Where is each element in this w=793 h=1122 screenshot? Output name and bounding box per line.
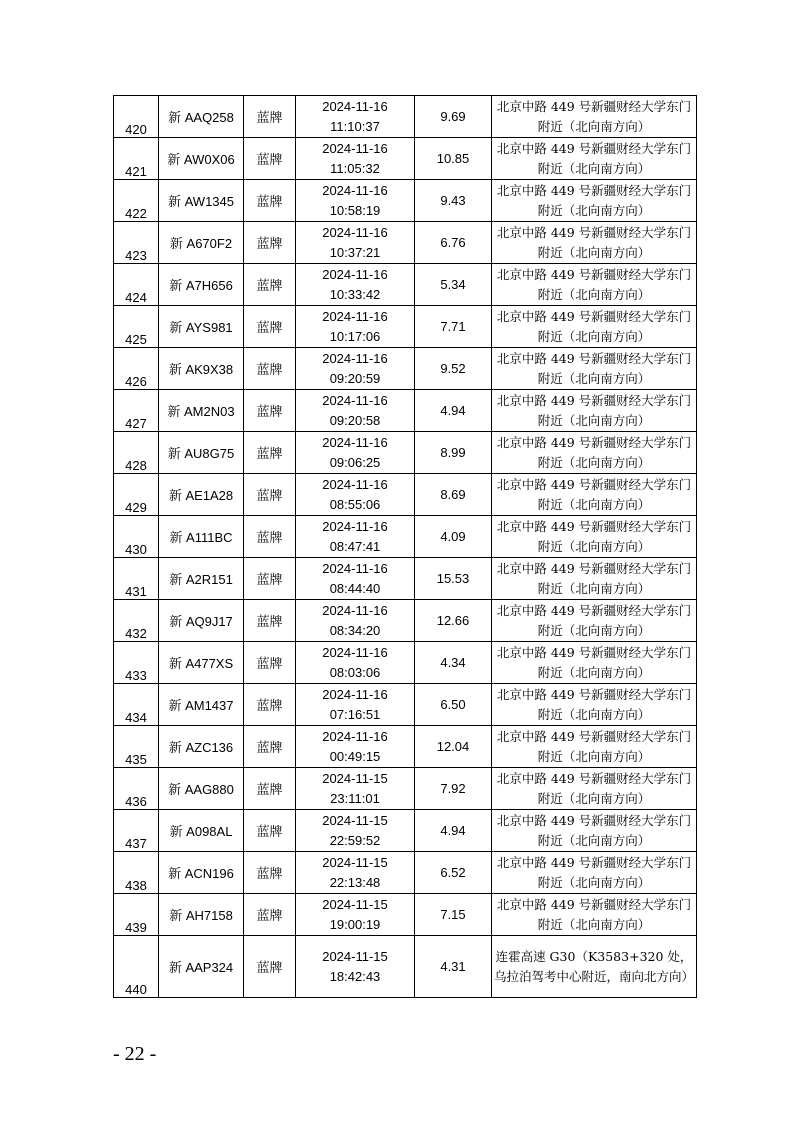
measured-value: 12.04 [415, 726, 492, 768]
table-row [114, 474, 697, 516]
capture-datetime [296, 390, 415, 432]
capture-datetime [296, 138, 415, 180]
capture-date: 2024-11-15 [322, 854, 388, 870]
location: 北京中路 449 号新疆财经大学东门附近（北向南方向） [492, 726, 697, 768]
row-index: 422 [114, 180, 159, 222]
records-table [113, 95, 697, 998]
measured-value: 15.53 [415, 558, 492, 600]
table-row [114, 726, 697, 768]
location: 北京中路 449 号新疆财经大学东门附近（北向南方向） [492, 96, 697, 138]
capture-date: 2024-11-16 [322, 476, 388, 492]
capture-datetime [296, 684, 415, 726]
plate-type: 蓝牌 [244, 180, 296, 222]
measured-value: 6.76 [415, 222, 492, 264]
capture-datetime [296, 642, 415, 684]
row-index: 433 [114, 642, 159, 684]
plate-type: 蓝牌 [244, 726, 296, 768]
capture-datetime [296, 894, 415, 936]
table-row [114, 138, 697, 180]
capture-time: 08:47:41 [329, 538, 381, 554]
location: 北京中路 449 号新疆财经大学东门附近（北向南方向） [492, 642, 697, 684]
measured-value: 6.50 [415, 684, 492, 726]
capture-time: 09:20:58 [329, 412, 381, 428]
table-row [114, 390, 697, 432]
capture-time: 08:34:20 [329, 622, 381, 638]
capture-datetime [296, 852, 415, 894]
capture-time: 08:44:40 [329, 580, 381, 596]
measured-value: 12.66 [415, 600, 492, 642]
row-index: 431 [114, 558, 159, 600]
capture-datetime [296, 516, 415, 558]
plate-number: 新 AW1345 [159, 180, 244, 222]
table-row [114, 768, 697, 810]
capture-time: 07:16:51 [329, 706, 381, 722]
row-index: 437 [114, 810, 159, 852]
capture-time: 08:55:06 [329, 496, 381, 512]
table-row [114, 180, 697, 222]
table-row [114, 516, 697, 558]
plate-number: 新 AAQ258 [159, 96, 244, 138]
plate-number: 新 AU8G75 [159, 432, 244, 474]
plate-type: 蓝牌 [244, 138, 296, 180]
capture-time: 19:00:19 [329, 916, 381, 932]
plate-number: 新 AK9X38 [159, 348, 244, 390]
capture-time: 23:11:01 [330, 790, 380, 806]
row-index: 432 [114, 600, 159, 642]
capture-datetime [296, 936, 415, 998]
row-index: 427 [114, 390, 159, 432]
table-row [114, 936, 697, 998]
measured-value: 5.34 [415, 264, 492, 306]
measured-value: 8.69 [415, 474, 492, 516]
table-row [114, 264, 697, 306]
row-index: 421 [114, 138, 159, 180]
plate-type: 蓝牌 [244, 768, 296, 810]
capture-date: 2024-11-16 [322, 434, 388, 450]
table-row [114, 348, 697, 390]
plate-number: 新 AYS981 [159, 306, 244, 348]
capture-time: 18:42:43 [329, 968, 381, 984]
capture-datetime [296, 96, 415, 138]
capture-date: 2024-11-16 [322, 224, 388, 240]
plate-type: 蓝牌 [244, 474, 296, 516]
capture-date: 2024-11-16 [322, 350, 388, 366]
plate-number: 新 AE1A28 [159, 474, 244, 516]
location: 北京中路 449 号新疆财经大学东门附近（北向南方向） [492, 852, 697, 894]
location: 北京中路 449 号新疆财经大学东门附近（北向南方向） [492, 894, 697, 936]
measured-value: 7.71 [415, 306, 492, 348]
capture-date: 2024-11-16 [322, 728, 388, 744]
plate-number: 新 AM2N03 [159, 390, 244, 432]
row-index: 430 [114, 516, 159, 558]
measured-value: 9.69 [415, 96, 492, 138]
capture-date: 2024-11-15 [322, 948, 388, 964]
plate-number: 新 A477XS [159, 642, 244, 684]
capture-date: 2024-11-16 [322, 392, 388, 408]
measured-value: 4.34 [415, 642, 492, 684]
row-index: 423 [114, 222, 159, 264]
measured-value: 4.94 [415, 390, 492, 432]
row-index: 438 [114, 852, 159, 894]
table-row [114, 96, 697, 138]
location: 北京中路 449 号新疆财经大学东门附近（北向南方向） [492, 810, 697, 852]
capture-date: 2024-11-15 [322, 770, 388, 786]
table-row [114, 306, 697, 348]
table-row [114, 642, 697, 684]
location: 北京中路 449 号新疆财经大学东门附近（北向南方向） [492, 684, 697, 726]
location: 北京中路 449 号新疆财经大学东门附近（北向南方向） [492, 558, 697, 600]
capture-datetime [296, 558, 415, 600]
capture-datetime [296, 768, 415, 810]
location: 北京中路 449 号新疆财经大学东门附近（北向南方向） [492, 348, 697, 390]
measured-value: 7.92 [415, 768, 492, 810]
plate-type: 蓝牌 [244, 684, 296, 726]
plate-number: 新 AZC136 [159, 726, 244, 768]
row-index: 435 [114, 726, 159, 768]
page-number: - 22 - [113, 1043, 157, 1065]
plate-type: 蓝牌 [244, 306, 296, 348]
plate-number: 新 AAG880 [159, 768, 244, 810]
table-row [114, 432, 697, 474]
capture-datetime [296, 222, 415, 264]
measured-value: 7.15 [415, 894, 492, 936]
table-row [114, 852, 697, 894]
plate-type: 蓝牌 [244, 894, 296, 936]
capture-date: 2024-11-16 [322, 140, 388, 156]
table-row [114, 894, 697, 936]
plate-number: 新 AH7158 [159, 894, 244, 936]
location: 北京中路 449 号新疆财经大学东门附近（北向南方向） [492, 474, 697, 516]
location: 北京中路 449 号新疆财经大学东门附近（北向南方向） [492, 600, 697, 642]
capture-time: 10:33:42 [329, 286, 381, 302]
capture-time: 08:03:06 [329, 664, 381, 680]
row-index: 440 [114, 936, 159, 998]
capture-time: 11:10:37 [330, 118, 380, 134]
plate-type: 蓝牌 [244, 516, 296, 558]
plate-type: 蓝牌 [244, 642, 296, 684]
capture-time: 00:49:15 [329, 748, 381, 764]
capture-date: 2024-11-15 [322, 896, 388, 912]
row-index: 429 [114, 474, 159, 516]
capture-time: 09:20:59 [329, 370, 381, 386]
capture-datetime [296, 432, 415, 474]
location: 北京中路 449 号新疆财经大学东门附近（北向南方向） [492, 306, 697, 348]
location: 北京中路 449 号新疆财经大学东门附近（北向南方向） [492, 516, 697, 558]
plate-number: 新 A098AL [159, 810, 244, 852]
row-index: 436 [114, 768, 159, 810]
measured-value: 4.94 [415, 810, 492, 852]
capture-date: 2024-11-16 [322, 560, 388, 576]
row-index: 425 [114, 306, 159, 348]
plate-number: 新 ACN196 [159, 852, 244, 894]
capture-datetime [296, 306, 415, 348]
capture-date: 2024-11-16 [322, 182, 388, 198]
location: 北京中路 449 号新疆财经大学东门附近（北向南方向） [492, 180, 697, 222]
measured-value: 6.52 [415, 852, 492, 894]
plate-number: 新 AAP324 [159, 936, 244, 998]
measured-value: 4.09 [415, 516, 492, 558]
capture-time: 10:17:06 [329, 328, 381, 344]
row-index: 439 [114, 894, 159, 936]
capture-date: 2024-11-15 [322, 812, 388, 828]
capture-date: 2024-11-16 [322, 98, 388, 114]
location: 北京中路 449 号新疆财经大学东门附近（北向南方向） [492, 432, 697, 474]
location: 北京中路 449 号新疆财经大学东门附近（北向南方向） [492, 768, 697, 810]
capture-time: 10:58:19 [329, 202, 381, 218]
plate-type: 蓝牌 [244, 600, 296, 642]
table-row [114, 222, 697, 264]
location: 北京中路 449 号新疆财经大学东门附近（北向南方向） [492, 138, 697, 180]
measured-value: 4.31 [415, 936, 492, 998]
capture-time: 22:13:48 [329, 874, 381, 890]
table-row [114, 684, 697, 726]
capture-datetime [296, 474, 415, 516]
table-row [114, 810, 697, 852]
row-index: 420 [114, 96, 159, 138]
plate-type: 蓝牌 [244, 222, 296, 264]
location: 北京中路 449 号新疆财经大学东门附近（北向南方向） [492, 390, 697, 432]
capture-datetime [296, 600, 415, 642]
capture-time: 09:06:25 [329, 454, 381, 470]
measured-value: 8.99 [415, 432, 492, 474]
location: 连霍高速 G30（K3583+320 处，乌拉泊驾考中心附近，南向北方向） [492, 936, 697, 998]
plate-type: 蓝牌 [244, 852, 296, 894]
plate-type: 蓝牌 [244, 432, 296, 474]
capture-datetime [296, 810, 415, 852]
capture-time: 22:59:52 [329, 832, 381, 848]
capture-time: 10:37:21 [329, 244, 381, 260]
plate-type: 蓝牌 [244, 390, 296, 432]
capture-datetime [296, 726, 415, 768]
row-index: 424 [114, 264, 159, 306]
capture-datetime [296, 264, 415, 306]
capture-date: 2024-11-16 [322, 518, 388, 534]
capture-date: 2024-11-16 [322, 308, 388, 324]
capture-datetime [296, 348, 415, 390]
capture-date: 2024-11-16 [322, 266, 388, 282]
capture-date: 2024-11-16 [322, 644, 388, 660]
measured-value: 9.43 [415, 180, 492, 222]
plate-type: 蓝牌 [244, 96, 296, 138]
measured-value: 9.52 [415, 348, 492, 390]
plate-number: 新 AQ9J17 [159, 600, 244, 642]
location: 北京中路 449 号新疆财经大学东门附近（北向南方向） [492, 264, 697, 306]
plate-number: 新 A670F2 [159, 222, 244, 264]
capture-time: 11:05:32 [330, 160, 380, 176]
location: 北京中路 449 号新疆财经大学东门附近（北向南方向） [492, 222, 697, 264]
plate-type: 蓝牌 [244, 348, 296, 390]
plate-number: 新 AM1437 [159, 684, 244, 726]
plate-type: 蓝牌 [244, 936, 296, 998]
plate-type: 蓝牌 [244, 810, 296, 852]
row-index: 426 [114, 348, 159, 390]
plate-number: 新 A111BC [159, 516, 244, 558]
capture-date: 2024-11-16 [322, 686, 388, 702]
plate-number: 新 AW0X06 [159, 138, 244, 180]
table-row [114, 558, 697, 600]
measured-value: 10.85 [415, 138, 492, 180]
plate-type: 蓝牌 [244, 558, 296, 600]
row-index: 434 [114, 684, 159, 726]
records-body [114, 96, 697, 998]
capture-date: 2024-11-16 [322, 602, 388, 618]
plate-number: 新 A7H656 [159, 264, 244, 306]
plate-type: 蓝牌 [244, 264, 296, 306]
capture-datetime [296, 180, 415, 222]
row-index: 428 [114, 432, 159, 474]
plate-number: 新 A2R151 [159, 558, 244, 600]
table-row [114, 600, 697, 642]
